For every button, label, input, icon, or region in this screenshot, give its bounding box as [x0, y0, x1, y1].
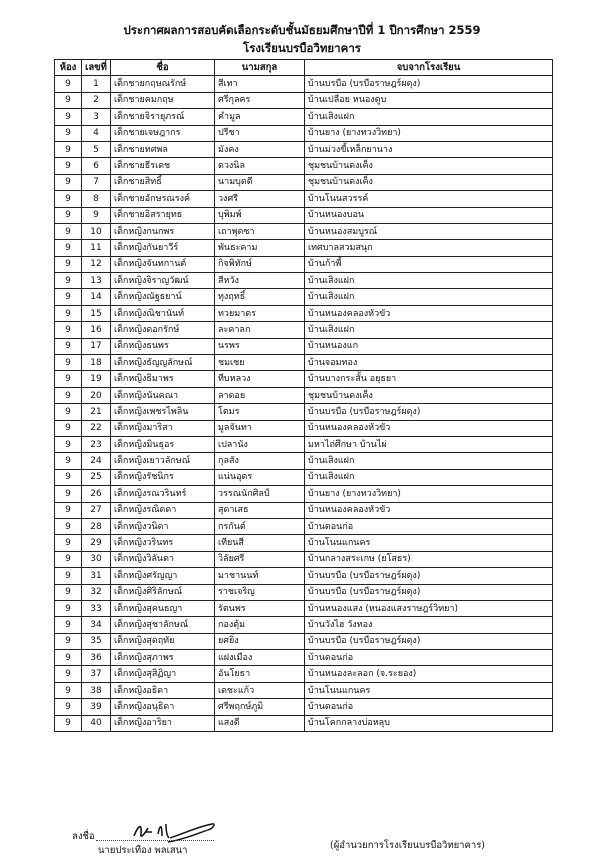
- cell-first-name: เด็กหญิงศรัญญา: [111, 568, 215, 584]
- cell-number: 26: [82, 486, 111, 502]
- cell-first-name: เด็กหญิงรณิดดา: [111, 502, 215, 518]
- cell-room: 9: [55, 125, 82, 141]
- cell-number: 12: [82, 256, 111, 272]
- cell-room: 9: [55, 535, 82, 551]
- table-row: [55, 109, 553, 125]
- cell-first-name: เด็กชายกฤษณรักษ์: [111, 76, 215, 92]
- table-row: [55, 404, 553, 420]
- cell-room: 9: [55, 518, 82, 534]
- table-row: [55, 125, 553, 141]
- cell-school: บ้านกลางสระเกษ (ยโสธร): [305, 551, 553, 567]
- cell-surname: วงศรี: [215, 191, 305, 207]
- table-row: [55, 141, 553, 157]
- cell-room: 9: [55, 158, 82, 174]
- table-row: [55, 289, 553, 305]
- cell-first-name: เด็กหญิงสุภาพร: [111, 650, 215, 666]
- cell-surname: เดชะแก้ว: [215, 682, 305, 698]
- cell-room: 9: [55, 256, 82, 272]
- cell-surname: มูลจันทา: [215, 420, 305, 436]
- cell-number: 24: [82, 453, 111, 469]
- cell-school: บ้านหนองละลอก (จ.ระยอง): [305, 666, 553, 682]
- cell-room: 9: [55, 486, 82, 502]
- cell-number: 8: [82, 191, 111, 207]
- table-row: [55, 469, 553, 485]
- cell-school: เทศบาลสวมสนุก: [305, 240, 553, 256]
- cell-surname: ลาดอย: [215, 387, 305, 403]
- results-table: [54, 59, 553, 732]
- cell-surname: กองตุ้ม: [215, 617, 305, 633]
- table-row: [55, 486, 553, 502]
- cell-surname: แฝงเมือง: [215, 650, 305, 666]
- table-row: [55, 715, 553, 731]
- cell-school: บ้านโนนแกนคร: [305, 535, 553, 551]
- table-row: [55, 502, 553, 518]
- cell-surname: ศรีพฤกษ์ภูมิ: [215, 699, 305, 715]
- cell-first-name: เด็กหญิงณิชานันท์: [111, 305, 215, 321]
- cell-number: 18: [82, 355, 111, 371]
- cell-room: 9: [55, 650, 82, 666]
- cell-number: 23: [82, 436, 111, 452]
- cell-school: บ้านวังไฮ วังทอง: [305, 617, 553, 633]
- cell-first-name: เด็กหญิงมาริสา: [111, 420, 215, 436]
- cell-first-name: เด็กหญิงรณวรินทร์: [111, 486, 215, 502]
- table-row: [55, 617, 553, 633]
- cell-first-name: เด็กชายทศพล: [111, 141, 215, 157]
- cell-school: บ้านโนนสวรรค์: [305, 191, 553, 207]
- cell-first-name: เด็กชายสิทธิ์: [111, 174, 215, 190]
- cell-school: บ้านบรบือ (บรบือราษฎร์ผดุง): [305, 568, 553, 584]
- cell-school: บ้านจอมทอง: [305, 355, 553, 371]
- cell-first-name: เด็กหญิงธิมาพร: [111, 371, 215, 387]
- cell-school: บ้านยาง (ยางทวงวิทยา): [305, 486, 553, 502]
- cell-school: บ้านบรบือ (บรบือราษฎร์ผดุง): [305, 76, 553, 92]
- cell-surname: สีหวัง: [215, 273, 305, 289]
- cell-number: 16: [82, 322, 111, 338]
- cell-school: บ้านหนองคลองหัวขัว: [305, 502, 553, 518]
- cell-number: 32: [82, 584, 111, 600]
- cell-first-name: เด็กหญิงสุคนธญา: [111, 600, 215, 616]
- cell-first-name: เด็กหญิงดอกรักษ์: [111, 322, 215, 338]
- cell-surname: โตมร: [215, 404, 305, 420]
- table-row: [55, 338, 553, 354]
- cell-first-name: เด็กชายจิรายุภรณ์: [111, 109, 215, 125]
- cell-surname: ดวงนิล: [215, 158, 305, 174]
- cell-school: ชุมชนบ้านดงเค็ง: [305, 174, 553, 190]
- cell-room: 9: [55, 322, 82, 338]
- cell-surname: ทุงฤทธิ์: [215, 289, 305, 305]
- cell-room: 9: [55, 289, 82, 305]
- cell-number: 4: [82, 125, 111, 141]
- cell-school: บ้านหนองคลองหัวขัว: [305, 420, 553, 436]
- cell-room: 9: [55, 682, 82, 698]
- cell-first-name: เด็กหญิงรัชนิกร: [111, 469, 215, 485]
- cell-surname: ชมเชย: [215, 355, 305, 371]
- cell-first-name: เด็กหญิงกนกพร: [111, 223, 215, 239]
- cell-surname: ทวยมาตร: [215, 305, 305, 321]
- cell-number: 36: [82, 650, 111, 666]
- cell-surname: นามบุดดี: [215, 174, 305, 190]
- table-row: [55, 551, 553, 567]
- table-row: [55, 371, 553, 387]
- cell-number: 35: [82, 633, 111, 649]
- table-row: [55, 305, 553, 321]
- cell-number: 6: [82, 158, 111, 174]
- signatory-name-text: นายประเทือง พลเสนา: [98, 845, 188, 856]
- cell-first-name: เด็กหญิงสุดฤทัย: [111, 633, 215, 649]
- cell-number: 15: [82, 305, 111, 321]
- cell-number: 38: [82, 682, 111, 698]
- cell-number: 7: [82, 174, 111, 190]
- cell-room: 9: [55, 223, 82, 239]
- cell-room: 9: [55, 371, 82, 387]
- cell-surname: พันธะคาม: [215, 240, 305, 256]
- cell-number: 33: [82, 600, 111, 616]
- cell-surname: กรกันต์: [215, 518, 305, 534]
- cell-first-name: เด็กหญิงกันยาวีร์: [111, 240, 215, 256]
- cell-school: บ้านเสิงแฝก: [305, 469, 553, 485]
- cell-number: 21: [82, 404, 111, 420]
- cell-room: 9: [55, 273, 82, 289]
- cell-surname: วิลัยศรี: [215, 551, 305, 567]
- cell-room: 9: [55, 699, 82, 715]
- table-row: [55, 453, 553, 469]
- cell-surname: แน่นอุดร: [215, 469, 305, 485]
- cell-number: 22: [82, 420, 111, 436]
- table-row: [55, 92, 553, 108]
- table-row: [55, 600, 553, 616]
- cell-room: 9: [55, 436, 82, 452]
- cell-surname: ละคาลก: [215, 322, 305, 338]
- cell-school: บ้านโนนแกนคร: [305, 682, 553, 698]
- table-row: [55, 174, 553, 190]
- table-row: [55, 158, 553, 174]
- cell-first-name: เด็กหญิงจันทกานต์: [111, 256, 215, 272]
- table-row: [55, 568, 553, 584]
- table-body: [55, 76, 553, 732]
- cell-school: บ้านเสิงแฝก: [305, 322, 553, 338]
- cell-school: บ้านเสิงแฝก: [305, 453, 553, 469]
- table-row: [55, 322, 553, 338]
- cell-room: 9: [55, 600, 82, 616]
- cell-surname: คำมูล: [215, 109, 305, 125]
- table-row: [55, 240, 553, 256]
- column-header-name: ชื่อ: [111, 60, 215, 76]
- cell-room: 9: [55, 387, 82, 403]
- cell-school: บ้านโคกกลางบ่อหลุบ: [305, 715, 553, 731]
- cell-number: 17: [82, 338, 111, 354]
- cell-school: บ้านหนองแก: [305, 338, 553, 354]
- cell-school: บ้านม่วงขี้เหล็กยานาง: [305, 141, 553, 157]
- table-row: [55, 699, 553, 715]
- cell-room: 9: [55, 666, 82, 682]
- column-header-room: ห้อง: [55, 60, 82, 76]
- table-row: [55, 682, 553, 698]
- cell-number: 11: [82, 240, 111, 256]
- cell-number: 14: [82, 289, 111, 305]
- cell-school: มหาไถ่ศึกษา บ้านไผ่: [305, 436, 553, 452]
- signatory-position: (ผู้อำนวยการโรงเรียนบรบือวิทยาคาร): [330, 840, 486, 851]
- cell-school: บ้านหนองแสง (หนองแสงราษฎร์วิทยา): [305, 600, 553, 616]
- cell-school: บ้านเสิงแฝก: [305, 273, 553, 289]
- table-row: [55, 633, 553, 649]
- cell-surname: ราชเจริญ: [215, 584, 305, 600]
- cell-school: บ้านหนองบอน: [305, 207, 553, 223]
- cell-room: 9: [55, 453, 82, 469]
- cell-number: 2: [82, 92, 111, 108]
- cell-room: 9: [55, 76, 82, 92]
- cell-school: บ้านดอนก่อ: [305, 699, 553, 715]
- cell-room: 9: [55, 174, 82, 190]
- cell-room: 9: [55, 109, 82, 125]
- table-row: [55, 518, 553, 534]
- signature-line: [96, 840, 214, 841]
- cell-first-name: เด็กชายเจษฎากร: [111, 125, 215, 141]
- cell-school: ชุมชนบ้านดงเค็ง: [305, 387, 553, 403]
- table-row: [55, 436, 553, 452]
- cell-surname: อันโยธา: [215, 666, 305, 682]
- cell-number: 13: [82, 273, 111, 289]
- cell-first-name: เด็กหญิงอาริยา: [111, 715, 215, 731]
- cell-number: 27: [82, 502, 111, 518]
- cell-room: 9: [55, 191, 82, 207]
- cell-room: 9: [55, 305, 82, 321]
- table-row: [55, 650, 553, 666]
- cell-first-name: เด็กหญิงจิราญวัฒน์: [111, 273, 215, 289]
- cell-number: 10: [82, 223, 111, 239]
- cell-first-name: เด็กหญิงมินธุอร: [111, 436, 215, 452]
- table-row: [55, 355, 553, 371]
- cell-number: 37: [82, 666, 111, 682]
- cell-room: 9: [55, 141, 82, 157]
- cell-number: 5: [82, 141, 111, 157]
- cell-number: 40: [82, 715, 111, 731]
- cell-surname: กุลสัง: [215, 453, 305, 469]
- column-header-school: จบจากโรงเรียน: [305, 60, 553, 76]
- cell-room: 9: [55, 568, 82, 584]
- cell-surname: นรพร: [215, 338, 305, 354]
- table-row: [55, 584, 553, 600]
- cell-surname: ยศยิ่ง: [215, 633, 305, 649]
- cell-surname: ทีบหลวง: [215, 371, 305, 387]
- school-name: โรงเรียนบรบือวิทยาคาร: [243, 41, 361, 55]
- cell-school: บ้านบรบือ (บรบือราษฎร์ผดุง): [305, 633, 553, 649]
- cell-first-name: เด็กหญิงเยาวลักษณ์: [111, 453, 215, 469]
- column-header-surname: นามสกุล: [215, 60, 305, 76]
- cell-surname: เปลานัง: [215, 436, 305, 452]
- cell-first-name: เด็กหญิงธนพร: [111, 338, 215, 354]
- signature-label: ลงชื่อ: [72, 831, 95, 842]
- cell-surname: กิจพิทักษ์: [215, 256, 305, 272]
- cell-room: 9: [55, 92, 82, 108]
- cell-room: 9: [55, 584, 82, 600]
- cell-room: 9: [55, 617, 82, 633]
- cell-first-name: เด็กหญิงวรินทร: [111, 535, 215, 551]
- cell-first-name: เด็กหญิงอธิดา: [111, 682, 215, 698]
- cell-first-name: เด็กหญิงธัญญลักษณ์: [111, 355, 215, 371]
- cell-school: บ้านบางกระสั้น อยุธยา: [305, 371, 553, 387]
- cell-number: 25: [82, 469, 111, 485]
- table-header-row: [55, 60, 553, 76]
- cell-surname: มาชานนท์: [215, 568, 305, 584]
- cell-room: 9: [55, 338, 82, 354]
- cell-surname: สุดาเสธ: [215, 502, 305, 518]
- cell-number: 19: [82, 371, 111, 387]
- cell-school: บ้านหนองคลองหัวขัว: [305, 305, 553, 321]
- cell-room: 9: [55, 715, 82, 731]
- cell-number: 28: [82, 518, 111, 534]
- cell-surname: เทียนสี: [215, 535, 305, 551]
- cell-school: ชุมชนบ้านดงเค็ง: [305, 158, 553, 174]
- cell-school: บ้านดอนก่อ: [305, 650, 553, 666]
- cell-first-name: เด็กหญิงเพชรไพลิน: [111, 404, 215, 420]
- cell-surname: วรรณนักศิลป์: [215, 486, 305, 502]
- table-row: [55, 191, 553, 207]
- cell-first-name: เด็กชายธีรเดช: [111, 158, 215, 174]
- table-row: [55, 76, 553, 92]
- cell-first-name: เด็กชายอักษรณรงค์: [111, 191, 215, 207]
- cell-number: 1: [82, 76, 111, 92]
- cell-room: 9: [55, 502, 82, 518]
- cell-school: บ้านเสิงแฝก: [305, 109, 553, 125]
- cell-surname: ศรีกุลคร: [215, 92, 305, 108]
- cell-first-name: เด็กหญิงวนิดา: [111, 518, 215, 534]
- cell-first-name: เด็กหญิงณัฐธยาน์: [111, 289, 215, 305]
- cell-surname: แสงดี: [215, 715, 305, 731]
- cell-surname: ปรีชา: [215, 125, 305, 141]
- cell-number: 34: [82, 617, 111, 633]
- cell-first-name: เด็กหญิงนันคณา: [111, 387, 215, 403]
- cell-school: บ้านบรบือ (บรบือราษฎร์ผดุง): [305, 404, 553, 420]
- cell-surname: บุพิมพ์: [215, 207, 305, 223]
- table-row: [55, 420, 553, 436]
- cell-number: 3: [82, 109, 111, 125]
- cell-room: 9: [55, 420, 82, 436]
- cell-number: 29: [82, 535, 111, 551]
- cell-school: บ้านเสิงแฝก: [305, 289, 553, 305]
- cell-number: 30: [82, 551, 111, 567]
- cell-room: 9: [55, 355, 82, 371]
- cell-room: 9: [55, 240, 82, 256]
- cell-room: 9: [55, 469, 82, 485]
- cell-number: 20: [82, 387, 111, 403]
- cell-first-name: เด็กชายคมกฤษ: [111, 92, 215, 108]
- cell-first-name: เด็กหญิงวิลันดา: [111, 551, 215, 567]
- column-header-number: เลขที่: [82, 60, 111, 76]
- cell-school: บ้านบรบือ (บรบือราษฎร์ผดุง): [305, 584, 553, 600]
- cell-first-name: เด็กหญิงอนุธิดา: [111, 699, 215, 715]
- cell-first-name: เด็กชายอิสรายุทธ: [111, 207, 215, 223]
- cell-school: บ้านก้าพี้: [305, 256, 553, 272]
- cell-room: 9: [55, 633, 82, 649]
- cell-first-name: เด็กหญิงสุชาลักษณ์: [111, 617, 215, 633]
- table-row: [55, 535, 553, 551]
- cell-school: บ้านยาง (ยางทวงวิทยา): [305, 125, 553, 141]
- cell-first-name: เด็กหญิงสุสิฏิญา: [111, 666, 215, 682]
- table-row: [55, 387, 553, 403]
- cell-surname: เถาพุดซา: [215, 223, 305, 239]
- table-row: [55, 666, 553, 682]
- table-row: [55, 223, 553, 239]
- page-title: ประกาศผลการสอบคัดเลือกระดับชั้นมัธยมศึกษาปีที่ 1 ปีการศึกษา 2559: [123, 23, 481, 37]
- cell-number: 39: [82, 699, 111, 715]
- cell-room: 9: [55, 551, 82, 567]
- cell-number: 31: [82, 568, 111, 584]
- cell-school: บ้านหนองสมบูรณ์: [305, 223, 553, 239]
- cell-surname: รัตนพร: [215, 600, 305, 616]
- cell-surname: มังคง: [215, 141, 305, 157]
- cell-number: 9: [82, 207, 111, 223]
- table-row: [55, 273, 553, 289]
- cell-first-name: เด็กหญิงศิริลักษณ์: [111, 584, 215, 600]
- table-row: [55, 207, 553, 223]
- cell-school: บ้านเปลือย หนองตูบ: [305, 92, 553, 108]
- table-row: [55, 256, 553, 272]
- cell-surname: สีเทา: [215, 76, 305, 92]
- cell-room: 9: [55, 404, 82, 420]
- cell-school: บ้านดอนก่อ: [305, 518, 553, 534]
- cell-room: 9: [55, 207, 82, 223]
